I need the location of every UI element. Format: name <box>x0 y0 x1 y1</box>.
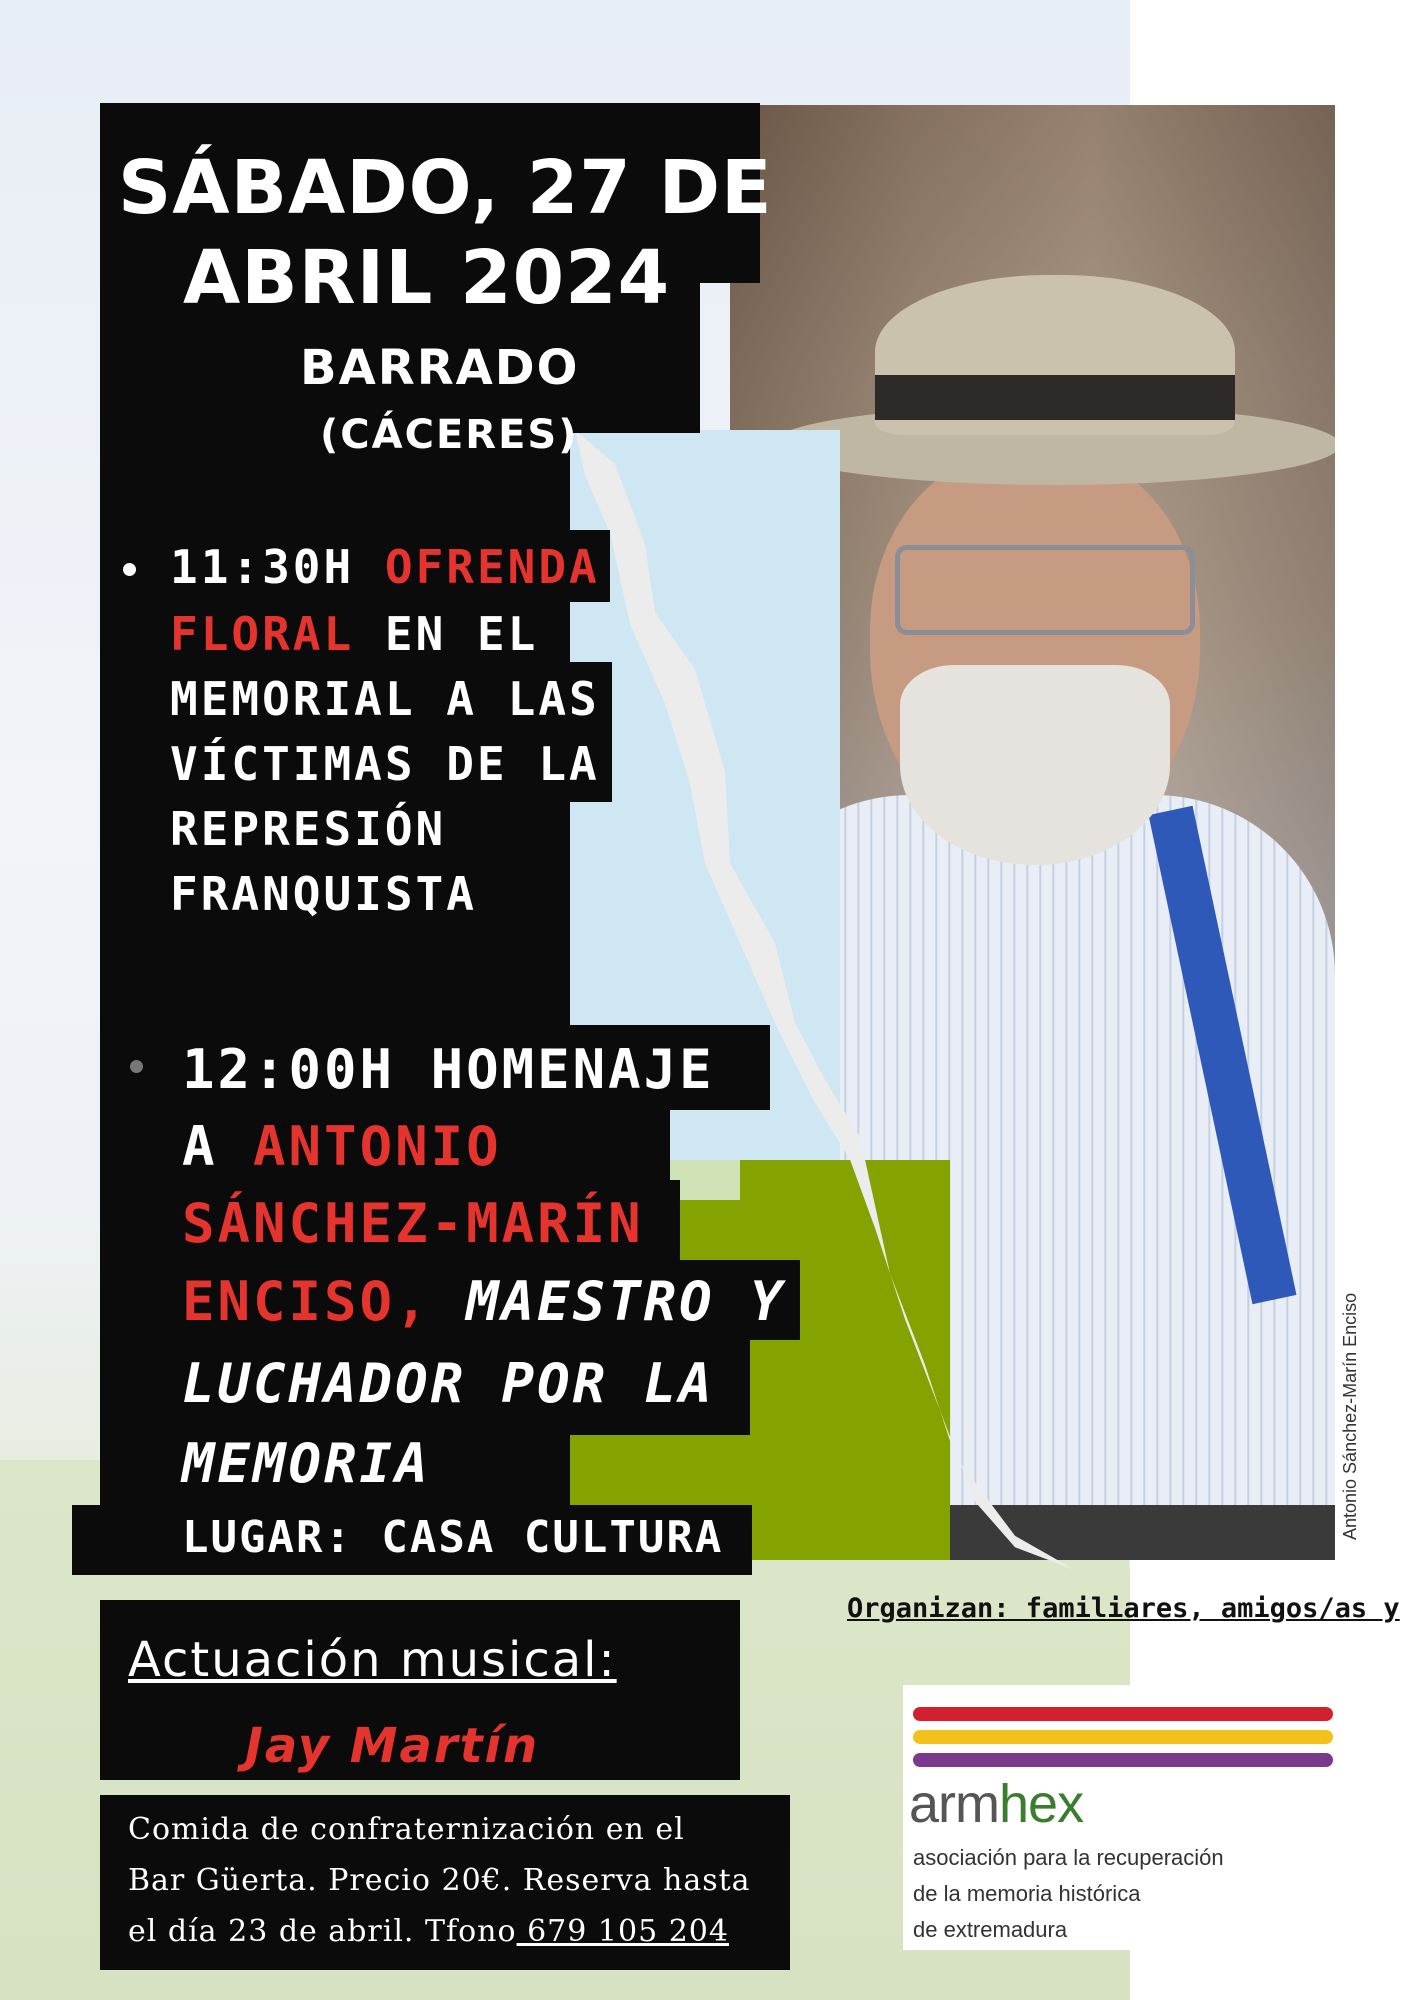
event2-line-1: 12:00H HOMENAJE <box>182 1038 715 1101</box>
event1-line-5: REPRESIÓN <box>170 802 447 856</box>
logo-stripe-yellow <box>913 1730 1333 1744</box>
logo-stripe-red <box>913 1707 1333 1721</box>
logo-line-3: de extremadura <box>913 1917 1068 1942</box>
event2-line-3: SÁNCHEZ-MARÍN <box>182 1192 644 1255</box>
event1-line-3: MEMORIAL A LAS <box>170 672 600 726</box>
meal-line-3: el día 23 de abril. Tfono 679 105 204 <box>128 1914 729 1949</box>
organizers-text: Organizan: familiares, amigos/as y <box>847 1593 1400 1624</box>
event1-line-4: VÍCTIMAS DE LA <box>170 737 600 791</box>
logo-line-1: asociación para la recuperación <box>913 1845 1224 1870</box>
event1-line-1: 11:30H OFRENDA <box>170 540 600 594</box>
event2-line-4: ENCISO, MAESTRO Y <box>182 1270 786 1333</box>
event1-line-6: FRANQUISTA <box>170 867 477 921</box>
event2-line-2: A ANTONIO <box>182 1115 502 1178</box>
meal-line-1: Comida de confraternización en el <box>128 1812 685 1847</box>
date-line-2: ABRIL 2024 <box>183 235 671 321</box>
logo-line-2: de la memoria histórica <box>913 1881 1141 1906</box>
logo-wordmark: armhex <box>909 1774 1084 1834</box>
music-artist: Jay Martín <box>245 1718 540 1774</box>
photo-caption: Antonio Sánchez-Marín Enciso <box>1340 1292 1360 1540</box>
bullet-1 <box>123 563 136 576</box>
venue-text: LUGAR: CASA CULTURA <box>182 1512 724 1563</box>
date-line-1: SÁBADO, 27 DE <box>118 145 773 231</box>
phone-link[interactable]: 679 105 204 <box>516 1914 729 1949</box>
armhex-logo <box>903 1685 1335 1950</box>
meal-line-2: Bar Güerta. Precio 20€. Reserva hasta <box>128 1863 751 1898</box>
event1-line-2: FLORAL EN EL <box>170 607 539 661</box>
place-name: BARRADO <box>300 340 580 396</box>
music-heading: Actuación musical: <box>128 1632 617 1688</box>
logo-stripe-purple <box>913 1753 1333 1767</box>
bullet-2 <box>130 1060 143 1073</box>
province-name: (CÁCERES) <box>320 412 579 458</box>
event2-box-b <box>560 1110 670 1180</box>
event2-line-6: MEMORIA <box>182 1432 431 1495</box>
event2-line-5: LUCHADOR POR LA <box>182 1352 715 1415</box>
